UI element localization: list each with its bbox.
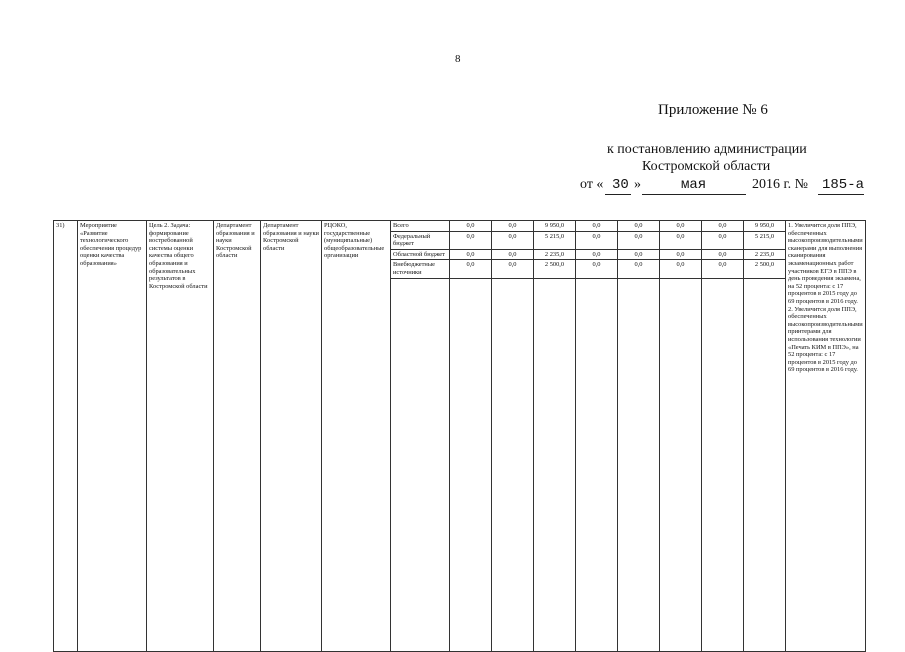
value-cell: 0,0 [576, 231, 618, 249]
value-cell: 0,0 [492, 221, 534, 232]
doc-number: 185-а [822, 177, 865, 193]
date-year: 2016 г. № [752, 177, 809, 192]
empty-cell [450, 278, 492, 651]
value-cell: 0,0 [702, 231, 744, 249]
value-cell: 0,0 [450, 260, 492, 278]
source-label: Внебюджетные источники [391, 260, 450, 278]
value-cell: 0,0 [492, 231, 534, 249]
value-cell: 0,0 [576, 221, 618, 232]
value-cell: 9 950,0 [534, 221, 576, 232]
empty-cell [492, 278, 534, 651]
value-cell: 5 215,0 [534, 231, 576, 249]
empty-cell [744, 278, 786, 651]
empty-cell [702, 278, 744, 651]
value-cell: 2 500,0 [744, 260, 786, 278]
value-cell: 0,0 [450, 249, 492, 260]
value-cell: 0,0 [450, 231, 492, 249]
date-prefix: от « [580, 177, 604, 192]
value-cell: 0,0 [450, 221, 492, 232]
value-cell: 2 500,0 [534, 260, 576, 278]
value-cell: 0,0 [492, 249, 534, 260]
program-table [53, 220, 866, 652]
value-cell: 0,0 [660, 221, 702, 232]
source-label: Федеральный бюджет [391, 231, 450, 249]
value-cell: 0,0 [702, 221, 744, 232]
page-number: 8 [455, 53, 461, 65]
value-cell: 0,0 [660, 249, 702, 260]
goal-cell: Цель 2. Задача: формирование востребованной системы оценки качества общего образования и образовательных результатов в Костромской области [147, 221, 214, 652]
value-cell: 0,0 [618, 231, 660, 249]
value-cell: 2 235,0 [534, 249, 576, 260]
value-cell: 0,0 [660, 260, 702, 278]
executor-cell: Департамент образования и науки Костромской области [214, 221, 261, 652]
table-row [54, 221, 866, 232]
value-cell: 0,0 [576, 260, 618, 278]
value-cell: 0,0 [618, 260, 660, 278]
result-cell: 1. Увеличится доля ППЭ, обеспеченных высокопроизводительными сканерами для выполнения сканирования экзаменационных работ участников ЕГЭ в ППЭ в день проведения экзамена, на 52 процента: с 17 процентов в 2015 году до 69 процентов в 2016 году. 2. Увеличится доля ППЭ, обеспеченных высокопроизводительными принтерами для использования технологии «Печать КИМ в ППЭ», на 52 процента: с 17 процентов в 2015 году до 69 процентов в 2016 году. [786, 221, 866, 652]
value-cell: 0,0 [702, 249, 744, 260]
source-label: Областной бюджет [391, 249, 450, 260]
month-underline [642, 194, 746, 195]
value-cell: 0,0 [576, 249, 618, 260]
appendix-title: Приложение № 6 [658, 102, 768, 118]
value-cell: 0,0 [492, 260, 534, 278]
value-cell: 2 235,0 [744, 249, 786, 260]
appendix-line1: к постановлению администрации [607, 142, 807, 157]
empty-cell [391, 278, 450, 651]
row-number: 31) [54, 221, 78, 652]
number-underline [818, 194, 864, 195]
date-mid: » [634, 177, 641, 192]
value-cell: 0,0 [618, 221, 660, 232]
coexecutor-cell: Департамент образования и науки Костромской области [261, 221, 322, 652]
appendix-line2: Костромской области [642, 159, 771, 174]
day-underline [605, 194, 631, 195]
value-cell: 5 215,0 [744, 231, 786, 249]
empty-cell [534, 278, 576, 651]
participant-cell: РЦОКО, государственные (муниципальные) общеобразовательные организации [322, 221, 391, 652]
value-cell: 0,0 [618, 249, 660, 260]
empty-cell [660, 278, 702, 651]
activity-cell: Мероприятие «Развитие технологического обеспечения процедур оценки качества образования» [78, 221, 147, 652]
source-label: Всего [391, 221, 450, 232]
empty-cell [618, 278, 660, 651]
date-day: 30 [612, 177, 629, 193]
value-cell: 0,0 [702, 260, 744, 278]
value-cell: 0,0 [660, 231, 702, 249]
value-cell: 9 950,0 [744, 221, 786, 232]
date-month: мая [681, 177, 707, 193]
empty-cell [576, 278, 618, 651]
